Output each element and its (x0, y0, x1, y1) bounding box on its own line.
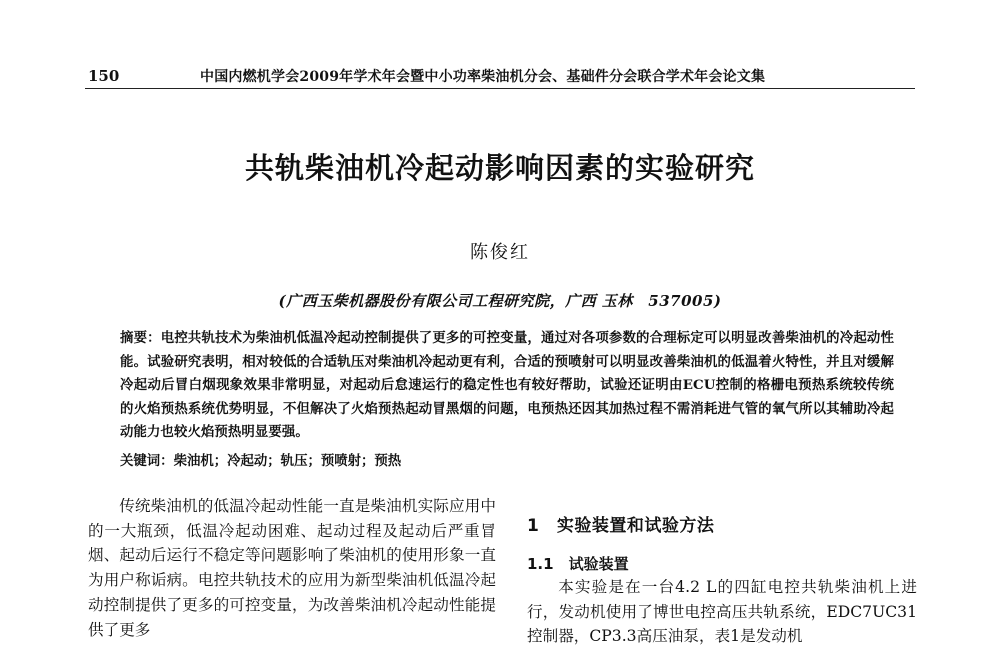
subsection-heading: 1.1 试验装置 (527, 555, 629, 573)
section-1-1-paragraph: 本实验是在一台4.2 L的四缸电控共轨柴油机上进行，发动机使用了博世电控高压共轨系统，EDC7UC31控制器，CP3.3高压油泵，表1是发动机 (527, 578, 917, 646)
author-name: 陈俊红 (470, 242, 530, 263)
right-column (527, 575, 917, 649)
abstract-text: 电控共轨技术为柴油机低温冷起动控制提供了更多的可控变量，通过对各项参数的合理标定可以明显改善柴油机的冷起动性能。试验研究表明，相对较低的合适轨压对柴油机冷起动更有利，合适的预喷射可以明显改善柴油机的低温着火特性，并且对缓解冷起动后冒白烟现象效果非常明显，对起动后怠速运行的稳定性也有较好帮助，试验还证明由ECU控制的格栅电预热系统较传统的火焰预热系统优势明显，不但解决了火焰预热起动冒黑烟的问题，电预热还因其加热过程不需消耗进气管的氧气所以其辅助冷起动能力也较火焰预热明显要强。 (120, 330, 894, 440)
paper-title: 共轨柴油机冷起动影响因素的实验研究 (244, 151, 755, 185)
keywords-label: 关键词： (120, 453, 174, 469)
running-header: 中国内燃机学会2009年学术年会暨中小功率柴油机分会、基础件分会联合学术年会论文集 (200, 69, 766, 85)
intro-paragraph: 传统柴油机的低温冷起动性能一直是柴油机实际应用中的一大瓶颈，低温冷起动困难、起动过程及起动后严重冒烟、起动后运行不稳定等问题影响了柴油机的使用形象一直为用户称诟病。电控共轨技术的应用为新型柴油机低温冷起动控制提供了更多的可控变量，为改善柴油机冷起动性能提供了更多 (88, 497, 496, 639)
section-heading: 1 实验装置和试验方法 (527, 516, 715, 536)
keywords (120, 450, 894, 472)
abstract-label: 摘要： (120, 330, 161, 346)
author-affiliation: (广西玉柴机器股份有限公司工程研究院，广西 玉林 537005) (278, 292, 722, 310)
left-column (88, 494, 496, 642)
page-number: 150 (88, 67, 120, 85)
header-rule (85, 88, 915, 89)
keywords-text: 柴油机；冷起动；轨压；预喷射；预热 (173, 453, 402, 469)
abstract (120, 327, 894, 445)
